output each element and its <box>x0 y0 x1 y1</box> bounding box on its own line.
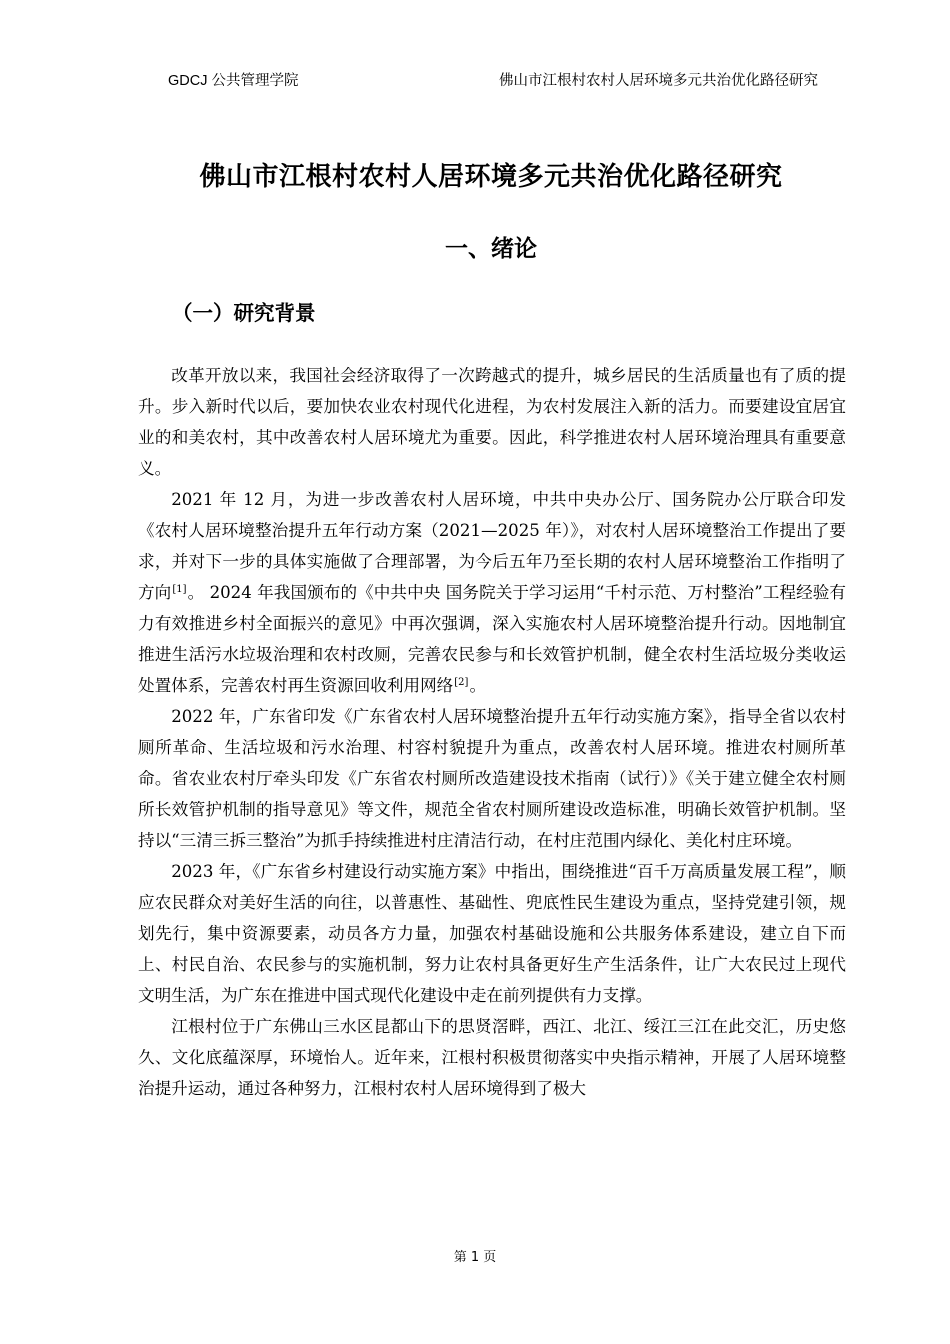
body-text <box>138 360 846 1104</box>
paragraph-2-text-c: 。 <box>469 676 487 695</box>
header-divider <box>138 96 838 97</box>
paragraph-2 <box>138 484 846 701</box>
paragraph-3: 2022 年，广东省印发《广东省农村人居环境整治提升五年行动实施方案》，指导全省以农村厕所革命、生活垃圾和污水治理、村容村貌提升为重点，改善农村人居环境。推进农村厕所革命。省农业农村厅牵头印发《广东省农村厕所改造建设技术指南（试行）》《关于建立健全农村厕所长效管护机制的指导意见》等文件，规范全省农村厕所建设改造标准，明确长效管护机制。坚持以“三清三拆三整治”为抓手持续推进村庄清洁行动，在村庄范围内绿化、美化村庄环境。 <box>138 707 846 850</box>
document-title: 佛山市江根村农村人居环境多元共治优化路径研究 <box>199 162 783 192</box>
paragraph-4: 2023 年，《广东省乡村建设行动实施方案》中指出，围绕推进“百千万高质量发展工程”，顺应农民群众对美好生活的向往，以普惠性、基础性、兜底性民生建设为重点，坚持党建引领，规划先行，集中资源要素，动员各方力量，加强农村基础设施和公共服务体系建设，建立自下而上、村民自治、农民参与的实施机制，努力让农村具备更好生产生活条件，让广大农民过上现代文明生活，为广东在推进中国式现代化建设中走在前列提供有力支撑。 <box>138 862 846 1005</box>
subsection-heading: （一）研究背景 <box>172 301 316 325</box>
citation-2[interactable]: [2] <box>454 677 469 688</box>
header-left: GDCJ 公共管理学院 <box>168 73 299 89</box>
paragraph-1: 改革开放以来，我国社会经济取得了一次跨越式的提升，城乡居民的生活质量也有了质的提升。步入新时代以后，要加快农业农村现代化进程，为农村发展注入新的活力。而要建设宜居宜业的和美农村，其中改善农村人居环境尤为重要。因此，科学推进农村人居环境治理具有重要意义。 <box>138 366 846 478</box>
page-number: 第 1 页 <box>453 1250 497 1265</box>
citation-1[interactable]: [1] <box>172 584 187 595</box>
paragraph-2-text-b: 。 2024 年我国颁布的《中共中央 国务院关于学习运用“千村示范、万村整治”工程经验有力有效推进乡村全面振兴的意见》中再次强调，深入实施农村人居环境整治提升行动。因地制宜推进生活污水垃圾治理和农村改厕，完善农民参与和长效管护机制，健全农村生活垃圾分类收运处置体系，完善农村再生资源回收利用网络 <box>138 583 846 695</box>
paragraph-5: 江根村位于广东佛山三水区昆都山下的思贤滘畔，西江、北江、绥江三江在此交汇，历史悠久、文化底蕴深厚，环境怡人。近年来，江根村积极贯彻落实中央指示精神，开展了人居环境整治提升运动，通过各种努力，江根村农村人居环境得到了极大 <box>138 1017 846 1098</box>
section-heading: 一、绪论 <box>445 236 537 262</box>
paragraph-2-text-a: 2021 年 12 月，为进一步改善农村人居环境，中共中央办公厅、国务院办公厅联合印发《农村人居环境整治提升五年行动方案（2021—2025 年）》，对农村人居环境整治工作提出了要求，并对下一步的具体实施做了合理部署，为今后五年乃至长期的农村人居环境整治工作指明了方向 <box>138 490 846 602</box>
header-right: 佛山市江根村农村人居环境多元共治优化路径研究 <box>499 73 818 89</box>
